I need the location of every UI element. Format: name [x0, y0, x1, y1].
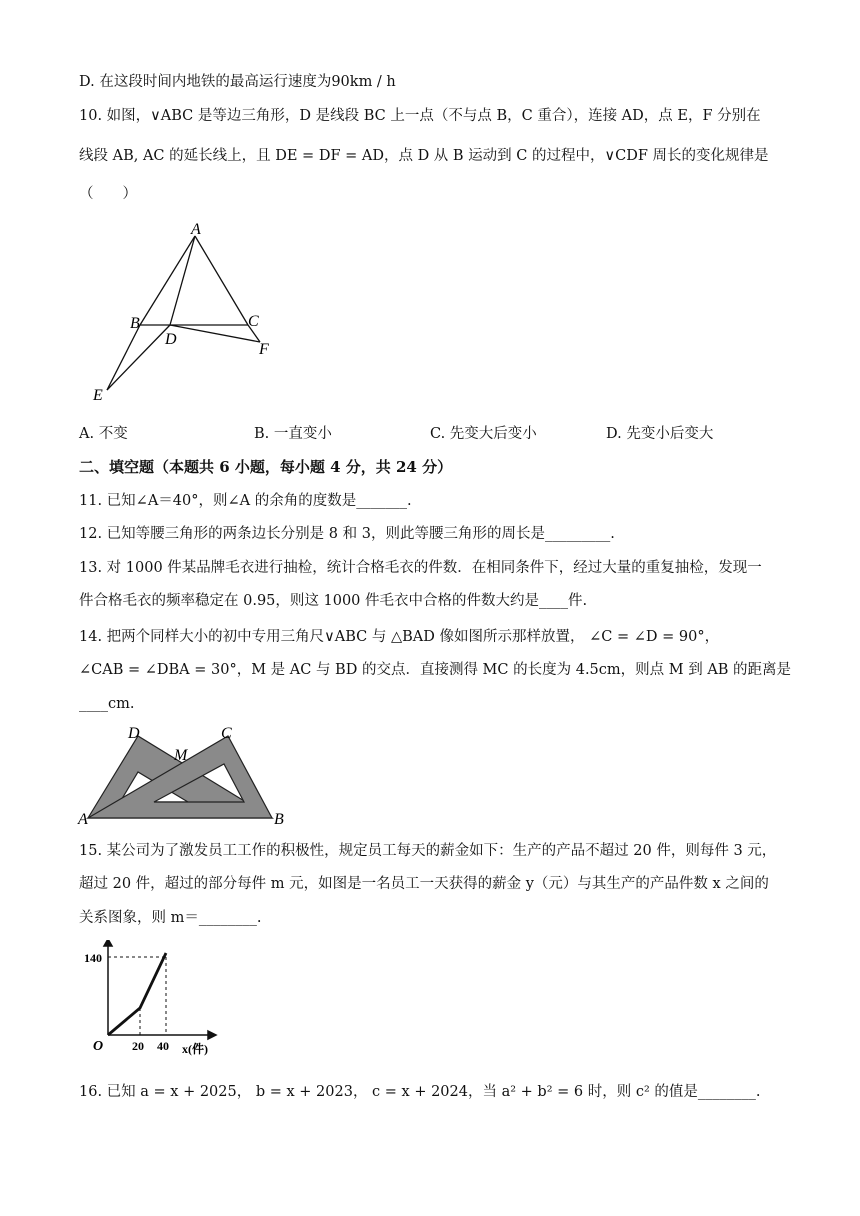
- fig14-label-c: C: [221, 725, 232, 742]
- fig10-label-f: F: [259, 341, 269, 358]
- q15-graph: [80, 940, 220, 1065]
- fig14-label-b: B: [274, 811, 284, 826]
- q15-line-1: 15. 某公司为了激发员工工作的积极性，规定员工每天的薪金如下：生产的产品不超过 20 件，则每件 3 元，: [79, 843, 777, 859]
- q10-option-a: A. 不变: [79, 426, 128, 442]
- fig14-label-a: A: [78, 811, 88, 826]
- q10-option-d: D. 先变小后变大: [606, 426, 714, 442]
- fig10-label-d: D: [165, 331, 177, 348]
- q14-line-2: ∠CAB = ∠DBA = 30°，M 是 AC 与 BD 的交点．直接测得 MC 的长度为 4.5cm，则点 M 到 AB 的距离是: [79, 662, 792, 678]
- fig15-y-tick-140: 140: [84, 951, 102, 965]
- fig15-x-tick-20: 20: [132, 1039, 144, 1053]
- q10-line-3: （ ）: [79, 186, 137, 202]
- fig15-origin: O: [93, 1039, 104, 1054]
- q14-line-3: ____cm.: [79, 696, 135, 712]
- q10-option-b: B. 一直变小: [254, 426, 332, 442]
- fig10-label-c: C: [248, 313, 259, 330]
- fig14-label-m: M: [174, 747, 188, 764]
- section-2-title: 二、填空题（本题共 6 小题，每小题 4 分，共 24 分）: [79, 458, 453, 476]
- fig10-label-b: B: [130, 315, 140, 332]
- q13-line-2: 件合格毛衣的频率稳定在 0.95，则这 1000 件毛衣中合格的件数大约是____件.: [79, 593, 588, 609]
- q10-figure: [85, 220, 285, 405]
- fig10-label-e: E: [93, 387, 103, 404]
- fig14-label-d: D: [128, 725, 140, 742]
- q10-line-1: 10. 如图，∨ABC 是等边三角形，D 是线段 BC 上一点（不与点 B，C 重合），连接 AD，点 E，F 分别在: [79, 108, 761, 124]
- fig15-x-axis-label: x(件): [182, 1042, 208, 1056]
- q9-option-d: D. 在这段时间内地铁的最高运行速度为90km / h: [79, 74, 396, 90]
- fig10-label-a: A: [191, 221, 201, 238]
- q11: 11. 已知∠A＝40°，则∠A 的余角的度数是_______.: [79, 493, 412, 509]
- q14-line-1: 14. 把两个同样大小的初中专用三角尺∨ABC 与 △BAD 像如图所示那样放置， ∠C = ∠D = 90°，: [79, 629, 720, 645]
- q15-line-3: 关系图象，则 m＝________.: [79, 910, 262, 926]
- q16: 16. 已知 a = x + 2025， b = x + 2023， c = x + 2024，当 a² + b² = 6 时，则 c² 的值是________.: [79, 1084, 761, 1100]
- q12: 12. 已知等腰三角形的两条边长分别是 8 和 3，则此等腰三角形的周长是_________.: [79, 526, 615, 542]
- q14-figure: [76, 722, 296, 826]
- q10-line-2: 线段 AB, AC 的延长线上，且 DE = DF = AD，点 D 从 B 运动到 C 的过程中，∨CDF 周长的变化规律是: [79, 148, 769, 164]
- q13-line-1: 13. 对 1000 件某品牌毛衣进行抽检，统计合格毛衣的件数．在相同条件下，经过大量的重复抽检，发现一: [79, 560, 762, 576]
- fig15-x-tick-40: 40: [157, 1039, 169, 1053]
- q10-option-c: C. 先变大后变小: [430, 426, 537, 442]
- q15-line-2: 超过 20 件，超过的部分每件 m 元，如图是一名员工一天获得的薪金 y（元）与其生产的产品件数 x 之间的: [79, 876, 769, 892]
